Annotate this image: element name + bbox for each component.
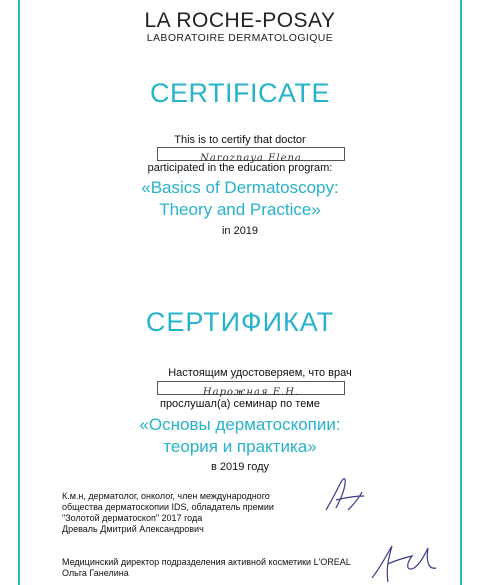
program-title-ru-line1: «Основы дерматоскопии: [139,415,341,434]
year-line-en: in 2019 [221,225,259,237]
certificate-title-ru: СЕРТИФИКАТ [145,307,335,337]
certify-line-ru: Настоящим удостоверяем, что врач [168,367,352,379]
participated-line-en: participated in the education program: [147,162,333,174]
program-title-en-line1: «Basics of Dermatoscopy: [141,178,339,197]
signatory-first-line4: Древаль Дмитрий Александрович [62,524,204,534]
program-title-ru-line2: теория и практика» [163,437,317,456]
doctor-name-field-en [157,147,345,164]
logo-brand-text: LA ROCHE-POSAY [144,9,336,32]
signatory-first-line2: общества дерматоскопии IDS, обладатель премии [62,502,274,512]
signatory-first-line1: К.м.н, дерматолог, онколог, член международного [62,491,270,501]
signatory-first-line3: "Золотой дерматоскоп" 2017 года [62,513,203,523]
signatory-second [62,557,351,579]
doctor-name-field-ru [157,381,345,398]
signatory-second-line1: Медицинский директор подразделения активной косметики L'OREAL [62,557,351,567]
signatory-second-line2: Ольга Ганелина [62,568,129,578]
brand-logo [0,10,480,45]
signature-first [318,470,378,520]
logo-subtitle: LABORATOIRE DERMATOLOGIQUE [146,32,334,44]
certificate-title-en: CERTIFICATE [149,78,330,108]
doctor-name-ru: Нарожная Е.Н. [202,387,300,398]
program-title-en-line2: Theory and Practice» [159,200,321,219]
doctor-name-en: Naroznaya Elena [200,153,302,164]
signature-second [366,538,446,585]
year-line-ru: в 2019 году [211,461,269,473]
attended-line-ru: прослушал(а) семинар по теме [159,398,320,410]
signatory-first [62,491,274,535]
certify-line-en: This is to certify that doctor [174,134,306,146]
